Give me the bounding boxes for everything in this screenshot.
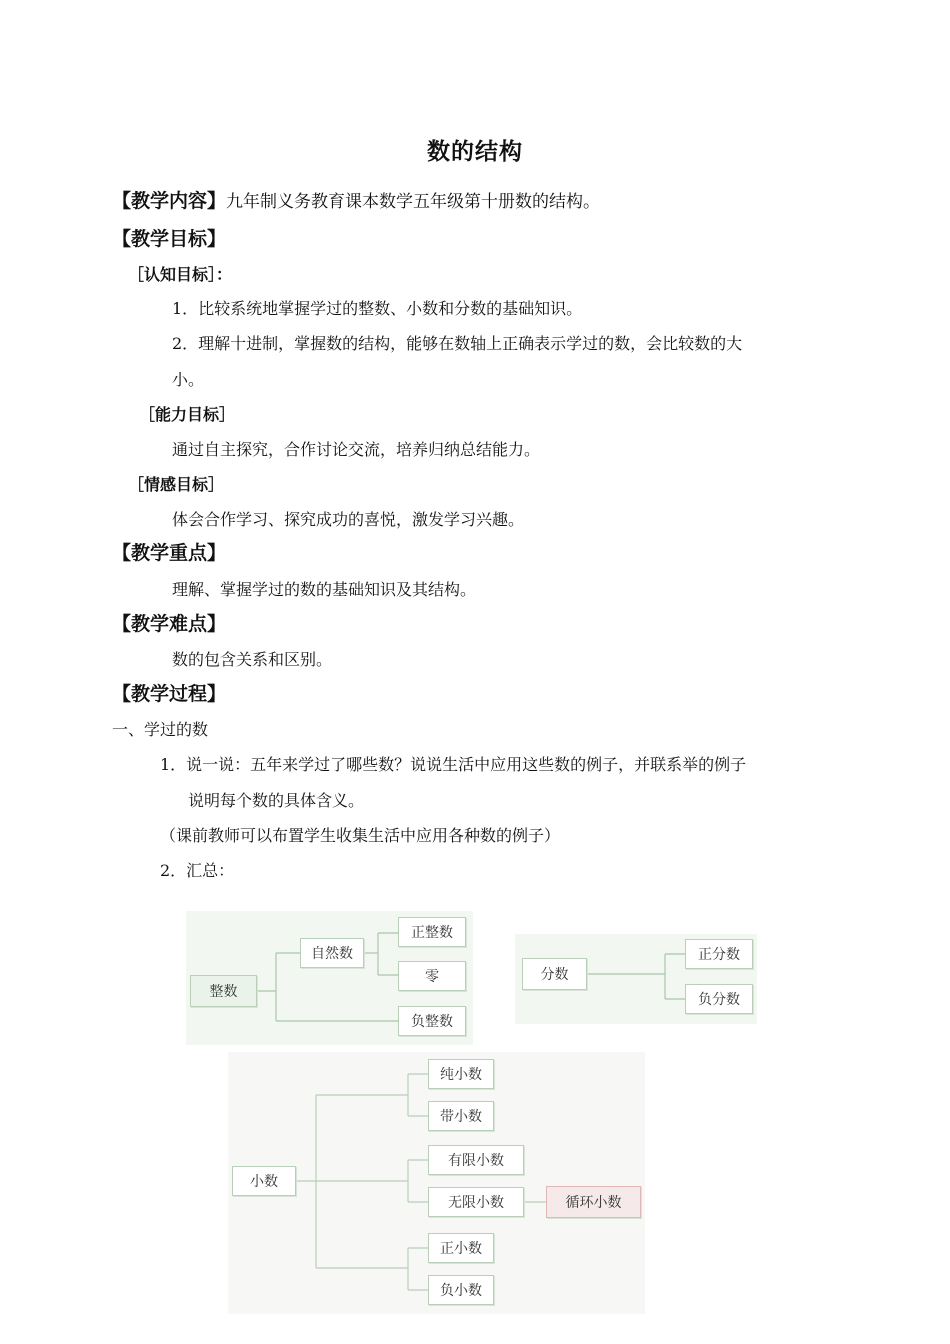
negative-integer-box: 负整数 bbox=[398, 1006, 466, 1036]
finite-decimal-box: 有限小数 bbox=[428, 1145, 524, 1175]
content-heading bbox=[112, 186, 600, 213]
item-1-line-2: 说明每个数的具体含义。 bbox=[188, 791, 365, 810]
natural-number-box: 自然数 bbox=[300, 938, 364, 968]
negative-decimal-box: 负小数 bbox=[428, 1275, 494, 1305]
negative-fraction-box: 负分数 bbox=[685, 984, 753, 1014]
item-2-heading: 2．汇总： bbox=[160, 861, 235, 880]
teacher-note: （课前教师可以布置学生收集生活中应用各种数的例子） bbox=[160, 826, 561, 845]
key-text: 理解、掌握学过的数的基础知识及其结构。 bbox=[172, 580, 477, 599]
page-title: 数的结构 bbox=[427, 139, 523, 165]
integer-root-box: 整数 bbox=[190, 975, 257, 1007]
ability-heading: ［能力目标］ bbox=[139, 405, 236, 424]
key-heading: 【教学重点】 bbox=[112, 542, 227, 564]
decimal-root-box: 小数 bbox=[232, 1166, 296, 1196]
positive-integer-box: 正整数 bbox=[398, 917, 466, 947]
cognitive-item-2-line-2: 小。 bbox=[172, 370, 205, 389]
mixed-decimal-box: 带小数 bbox=[428, 1101, 494, 1131]
zero-box: 零 bbox=[398, 961, 466, 991]
infinite-decimal-box: 无限小数 bbox=[428, 1187, 524, 1217]
item-1-line-1: 1．说一说：五年来学过了哪些数？说说生活中应用这些数的例子，并联系举的例子 bbox=[160, 755, 747, 774]
recurring-decimal-box: 循环小数 bbox=[546, 1186, 641, 1218]
positive-fraction-box: 正分数 bbox=[685, 939, 753, 969]
ability-text: 通过自主探究，合作讨论交流，培养归纳总结能力。 bbox=[172, 440, 541, 459]
integer-diagram bbox=[186, 911, 473, 1045]
content-label: 【教学内容】 bbox=[112, 190, 227, 212]
difficulty-heading: 【教学难点】 bbox=[112, 613, 227, 635]
goals-heading: 【教学目标】 bbox=[112, 228, 227, 250]
content-text: 九年制义务教育课本数学五年级第十册数的结构。 bbox=[226, 192, 601, 212]
cognitive-item-2-line-1: 2．理解十进制，掌握数的结构，能够在数轴上正确表示学过的数，会比较数的大 bbox=[172, 334, 743, 353]
pure-decimal-box: 纯小数 bbox=[428, 1059, 494, 1089]
cognitive-item-1: 1．比较系统地掌握学过的整数、小数和分数的基础知识。 bbox=[172, 299, 583, 318]
decimal-diagram bbox=[228, 1052, 645, 1314]
emotion-text: 体会合作学习、探究成功的喜悦，激发学习兴趣。 bbox=[172, 510, 525, 529]
emotion-heading: ［情感目标］ bbox=[128, 475, 225, 494]
positive-decimal-box: 正小数 bbox=[428, 1233, 494, 1263]
cognitive-heading: ［认知目标］： bbox=[128, 265, 233, 284]
fraction-diagram bbox=[515, 934, 757, 1024]
fraction-root-box: 分数 bbox=[522, 958, 587, 990]
section-1-heading: 一、学过的数 bbox=[112, 720, 209, 739]
difficulty-text: 数的包含关系和区别。 bbox=[172, 650, 333, 669]
process-heading: 【教学过程】 bbox=[112, 683, 227, 705]
